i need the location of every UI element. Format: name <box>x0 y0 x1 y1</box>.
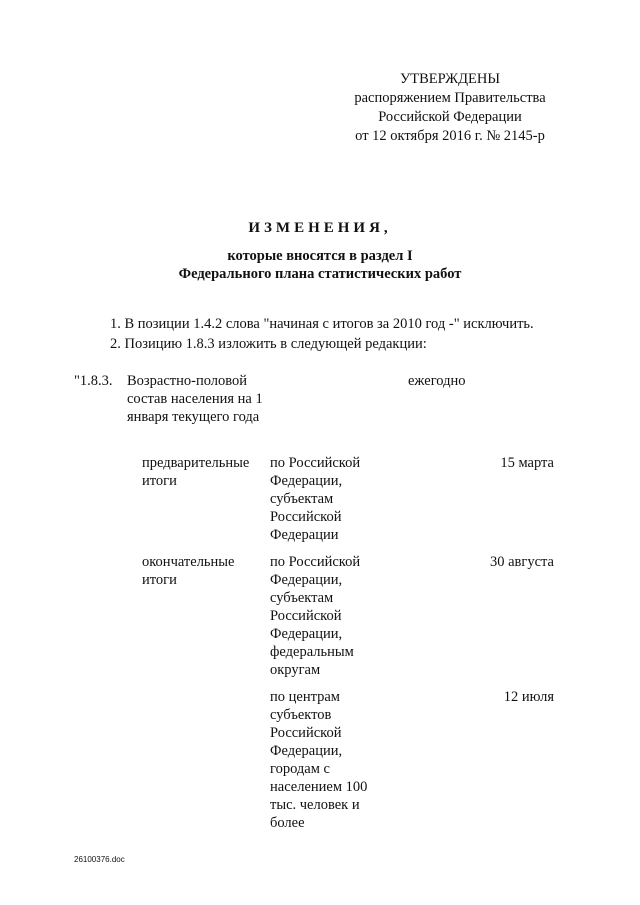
position-periodicity: ежегодно <box>408 373 466 389</box>
position-number: "1.8.3. <box>74 373 113 389</box>
approval-line-2: распоряжением Правительства <box>354 90 546 106</box>
change-item-2: 2. Позицию 1.8.3 изложить в следующей редакции: <box>110 336 427 352</box>
row-2-level: по Российской Федерации, субъектам Российской Федерации, федеральным округам <box>270 554 361 678</box>
row-3-level: по центрам субъектов Российской Федерации, городам с населением 100 тыс. человек и более <box>270 689 368 831</box>
row-2-date: 30 августа <box>490 554 554 570</box>
row-2-type: окончательные итоги <box>142 554 235 588</box>
position-name: Возрастно-половой состав населения на 1 января текущего года <box>127 373 263 425</box>
change-item-1: 1. В позиции 1.4.2 слова "начиная с итогов за 2010 год -" исключить. <box>110 316 534 332</box>
document-heading: ИЗМЕНЕНИЯ, <box>248 220 392 236</box>
approval-stamp <box>300 70 600 146</box>
approval-line-3: Российской Федерации <box>378 109 522 125</box>
footer-doc-id: 26100376.doc <box>74 855 125 864</box>
document-subheading-2: Федерального плана статистических работ <box>178 266 462 282</box>
row-1-level: по Российской Федерации, субъектам Российской Федерации <box>270 455 361 543</box>
row-1-type: предварительные итоги <box>142 455 250 489</box>
row-1-date: 15 марта <box>500 455 554 471</box>
approval-line-1: УТВЕРЖДЕНЫ <box>399 71 501 87</box>
approval-line-4: от 12 октября 2016 г. № 2145-р <box>355 128 545 144</box>
row-3-date: 12 июля <box>503 689 554 705</box>
document-subheading-1: которые вносятся в раздел I <box>227 248 413 264</box>
